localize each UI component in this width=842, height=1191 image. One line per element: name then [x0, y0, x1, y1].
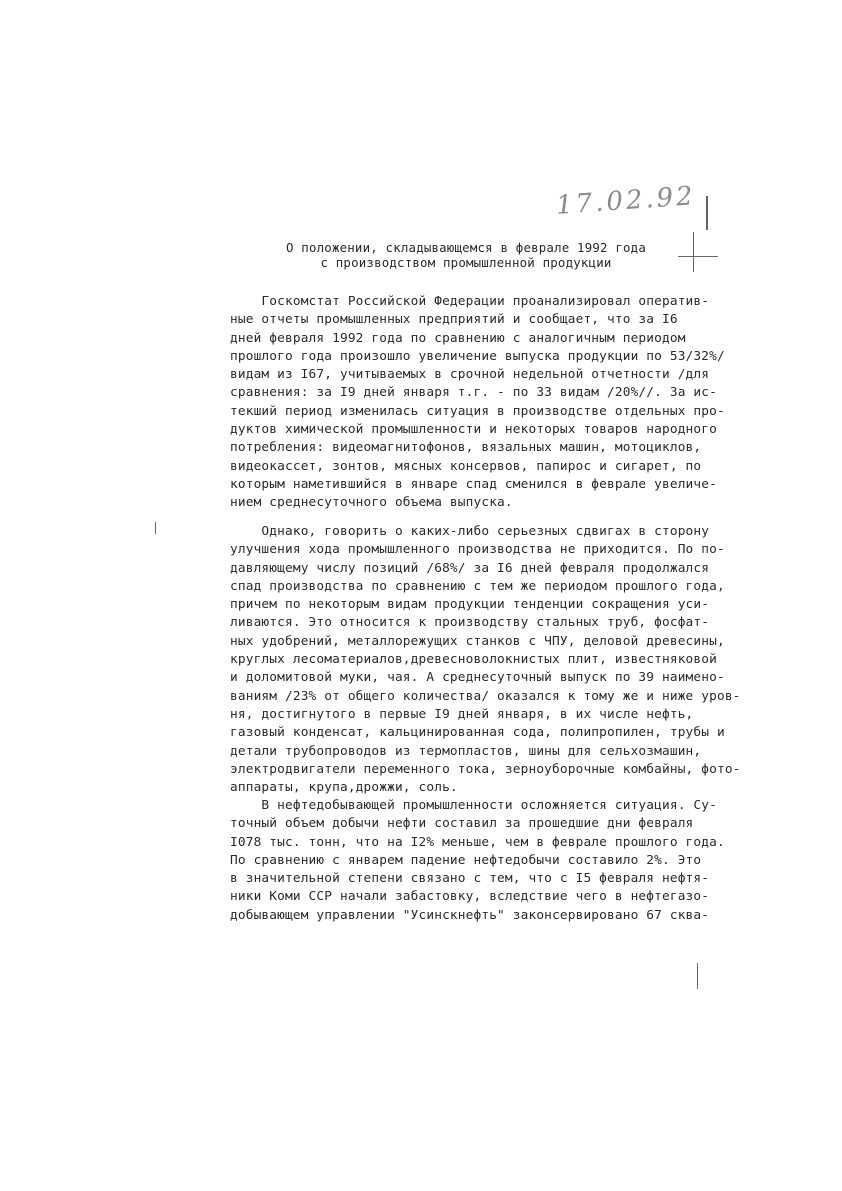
- paragraph-line: нием среднесуточного объема выпуска.: [230, 495, 513, 511]
- paragraph-line: спад производства по сравнению с тем же периодом прошлого года,: [230, 578, 725, 594]
- paragraph-line: дуктов химической промышленности и некоторых товаров народного: [230, 422, 717, 438]
- paragraph-line: По сравнению с январем падение нефтедобычи составило 2%. Это: [230, 852, 702, 868]
- paragraph-line: электродвигатели переменного тока, зерноуборочные комбайны, фото-: [230, 761, 741, 777]
- paragraph-line: потребления: видеомагнитофонов, вязальных машин, мотоциклов,: [230, 440, 702, 456]
- paragraph-line: улучшения хода промышленного производства не приходится. По по-: [230, 542, 725, 558]
- paragraph-line: В нефтедобывающей промышленности осложняется ситуация. Су-: [230, 798, 717, 813]
- paragraph-line: Однако, говорить о каких-либо серьезных сдвигах в сторону: [230, 524, 710, 539]
- paragraph-line: добывающем управлении "Усинскнефть" законсервировано 67 сква-: [230, 907, 710, 923]
- title-line-1: О положении, складывающемся в феврале 1992 года: [285, 240, 646, 255]
- document-title: [0, 240, 842, 270]
- paragraph-line: круглых лесоматериалов,древесноволокнистых плит, известняковой: [230, 652, 717, 668]
- paragraph-line: видам из I67, учитываемых в срочной недельной отчетности /для: [230, 367, 710, 383]
- paragraph-line: сравнения: за I9 дней января т.г. - по 33 видам /20%//. За ис-: [230, 385, 717, 401]
- paragraph-line: видеокассет, зонтов, мясных консервов, папирос и сигарет, по: [230, 458, 702, 474]
- paragraph-1: [230, 293, 725, 513]
- margin-mark-left: [155, 522, 156, 534]
- handwritten-date: 17.02.92: [555, 181, 697, 221]
- paragraph-line: прошлого года произошло увеличение выпуска продукции по 53/32%/: [230, 348, 725, 364]
- paragraph-line: дней февраля 1992 года по сравнению с аналогичным периодом: [230, 330, 686, 346]
- paragraph-3: [230, 797, 725, 925]
- paragraph-line: ных удобрений, металлорежущих станков с ЧПУ, деловой древесины,: [230, 633, 725, 649]
- paragraph-line: и доломитовой муки, чая. А среднесуточный выпуск по 39 наимено-: [230, 670, 725, 686]
- paragraph-line: которым наметившийся в январе спад сменился в феврале увеличе-: [230, 476, 717, 492]
- paragraph-line: детали трубопроводов из термопластов, шины для сельхозмашин,: [230, 743, 702, 759]
- paragraph-line: ные отчеты промышленных предприятий и сообщает, что за I6: [230, 312, 678, 328]
- margin-mark-bottom-right: [697, 963, 698, 989]
- paragraph-line: в значительной степени связано с тем, что с I5 февраля нефтя-: [230, 871, 710, 887]
- title-line-2: с производством промышленной продукции: [320, 255, 612, 270]
- paragraph-line: I078 тыс. тонн, что на I2% меньше, чем в феврале прошлого года.: [230, 834, 725, 850]
- paragraph-2: [230, 523, 741, 797]
- paragraph-line: точный объем добычи нефти составил за прошедшие дни февраля: [230, 816, 694, 832]
- paragraph-line: газовый конденсат, кальцинированная сода, полипропилен, трубы и: [230, 725, 725, 741]
- paragraph-line: ливаются. Это относится к производству стальных труб, фосфат-: [230, 615, 710, 631]
- margin-mark-top-right: [706, 196, 708, 230]
- paragraph-line: текший период изменилась ситуация в производстве отдельных про-: [230, 403, 725, 419]
- paragraph-line: ники Коми ССР начали забастовку, вследствие чего в нефтегазо-: [230, 889, 710, 905]
- paragraph-line: Госкомстат Российской Федерации проанализировал оператив-: [230, 294, 710, 309]
- paragraph-line: давляющему числу позиций /68%/ за I6 дней февраля продолжался: [230, 560, 710, 576]
- paragraph-line: аппараты, крупа,дрожжи, соль.: [230, 780, 458, 796]
- paragraph-line: ваниям /23% от общего количества/ оказался к тому же и ниже уров-: [230, 688, 741, 704]
- paragraph-line: ня, достигнутого в первые I9 дней января, в их числе нефть,: [230, 706, 694, 722]
- paragraph-line: причем по некоторым видам продукции тенденции сокращения уси-: [230, 597, 710, 613]
